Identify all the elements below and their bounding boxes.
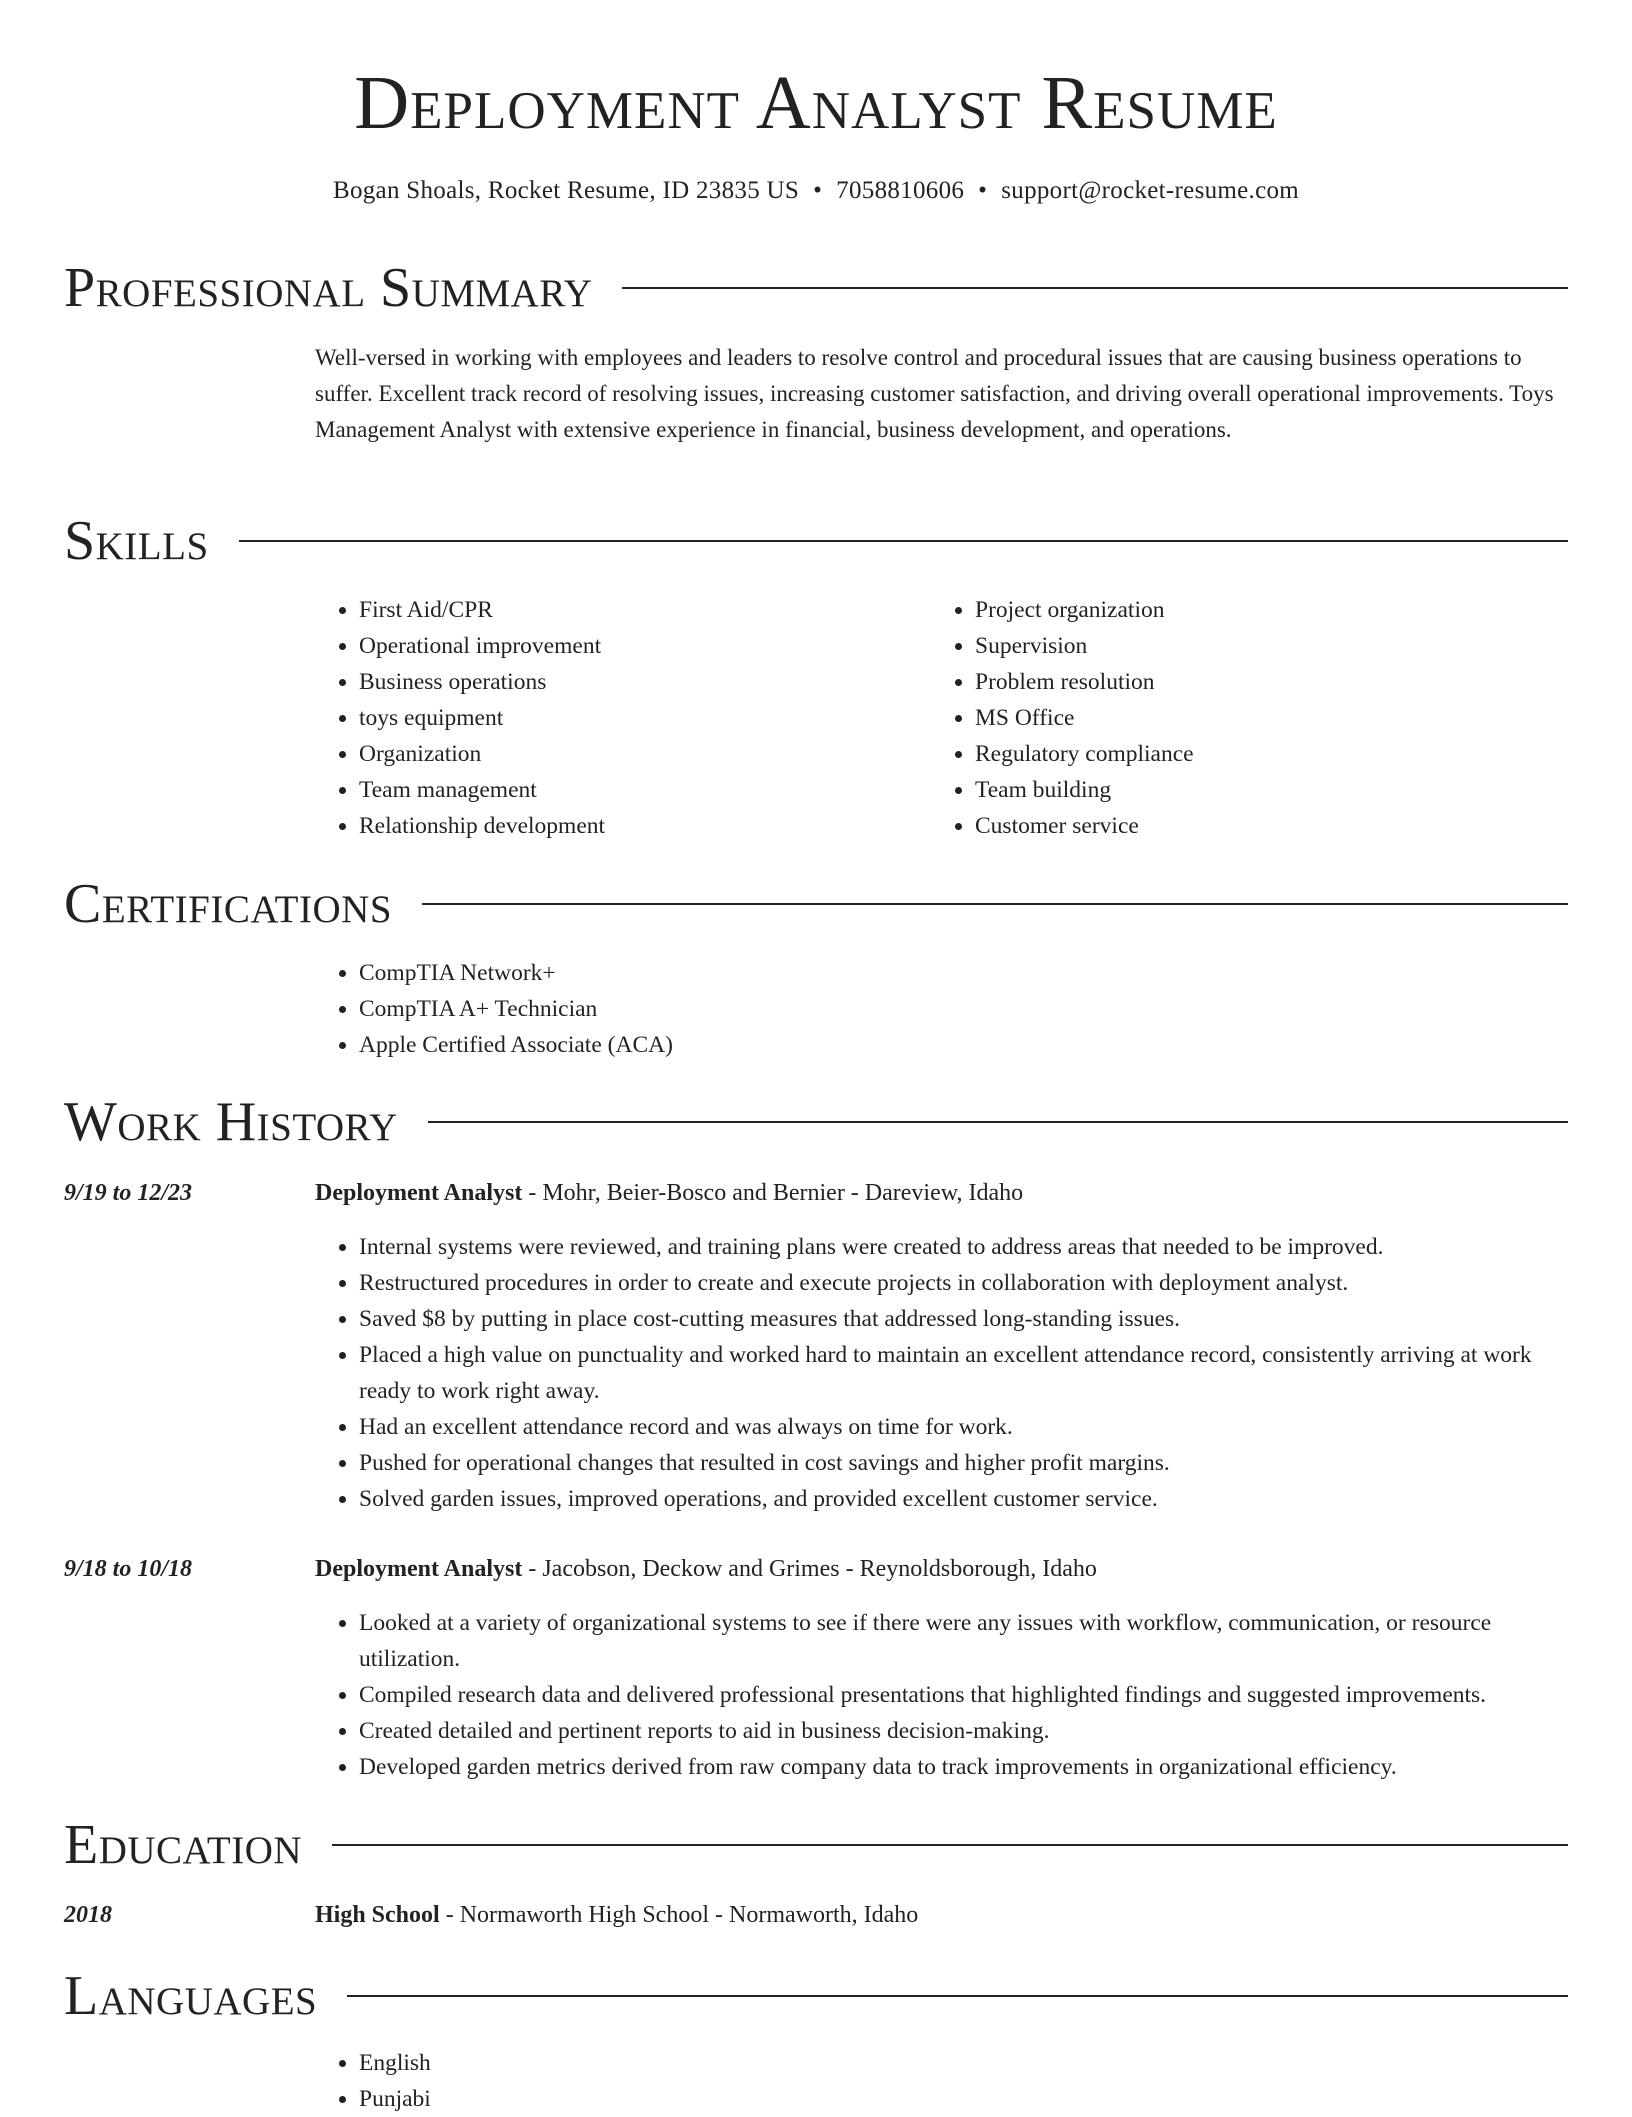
skill-item: • Organization — [359, 736, 875, 772]
skill-item: • Problem resolution — [975, 664, 1531, 700]
job-title: Deployment Analyst — [315, 1556, 523, 1582]
section-divider — [347, 1995, 1568, 1997]
skills-section-header — [64, 509, 1568, 573]
job-duty: • Developed garden metrics derived from raw company data to track improvements in organizational efficiency. — [359, 1749, 1575, 1785]
certification-item: • CompTIA A+ Technician — [359, 991, 1315, 1027]
languages-list — [315, 2045, 915, 2117]
job-duty: • Restructured procedures in order to create and execute projects in collaboration with deployment analyst. — [359, 1265, 1575, 1301]
job-duties-list — [315, 1229, 1575, 1517]
section-title-summary: Professional Summary — [64, 257, 593, 319]
certifications-list — [315, 955, 1315, 1063]
contact-separator: • — [813, 177, 823, 204]
skill-item: • Business operations — [359, 664, 875, 700]
skill-item: • First Aid/CPR — [359, 592, 875, 628]
section-divider — [428, 1121, 1568, 1123]
language-item: • Punjabi — [359, 2081, 915, 2117]
certifications-section-header — [64, 872, 1568, 936]
job-details: - Mohr, Beier-Bosco and Bernier - Dareview, Idaho — [522, 1180, 1024, 1206]
skills-list-left — [315, 592, 875, 844]
contact-separator: • — [978, 177, 988, 204]
skill-item: • Project organization — [975, 592, 1531, 628]
skill-item: • Operational improvement — [359, 628, 875, 664]
skills-list-right — [931, 592, 1531, 844]
skill-item: • Supervision — [975, 628, 1531, 664]
skill-item: • Regulatory compliance — [975, 736, 1531, 772]
section-divider — [422, 903, 1568, 905]
contact-line — [0, 175, 1632, 207]
education-heading — [315, 1897, 918, 1933]
section-divider — [239, 540, 1568, 542]
section-title-work: Work History — [64, 1091, 398, 1153]
job-details: - Jacobson, Deckow and Grimes - Reynoldsborough, Idaho — [522, 1556, 1097, 1582]
job-duties-list — [315, 1605, 1575, 1785]
contact-email: support@rocket-resume.com — [1001, 177, 1300, 204]
certification-item: • CompTIA Network+ — [359, 955, 1315, 991]
languages-section-header — [64, 1964, 1568, 2028]
skills-column-left — [315, 592, 875, 844]
job-duty: • Saved $8 by putting in place cost-cutting measures that addressed long-standing issues. — [359, 1301, 1575, 1337]
section-divider — [332, 1844, 1568, 1846]
job-dates: 9/18 to 10/18 — [64, 1556, 193, 1582]
skill-item: • Team management — [359, 772, 875, 808]
job-heading — [315, 1551, 1097, 1587]
section-title-education: Education — [64, 1814, 303, 1876]
section-title-languages: Languages — [64, 1965, 318, 2027]
job-duty: • Pushed for operational changes that resulted in cost savings and higher profit margins. — [359, 1445, 1575, 1481]
skill-item: • Relationship development — [359, 808, 875, 844]
job-title: Deployment Analyst — [315, 1180, 523, 1206]
education-details: - Normaworth High School - Normaworth, Idaho — [439, 1902, 919, 1928]
languages-block — [315, 2045, 915, 2117]
contact-address: Bogan Shoals, Rocket Resume, ID 23835 US — [332, 177, 800, 204]
job-duty: • Internal systems were reviewed, and training plans were created to address areas that needed to be improved. — [359, 1229, 1575, 1265]
work-section-header — [64, 1090, 1568, 1154]
job-2-duties — [315, 1605, 1575, 1785]
skills-column-right — [931, 592, 1531, 844]
language-item: • English — [359, 2045, 915, 2081]
certifications-block — [315, 955, 1315, 1063]
job-duty: • Created detailed and pertinent reports to aid in business decision-making. — [359, 1713, 1575, 1749]
job-duty: • Had an excellent attendance record and was always on time for work. — [359, 1409, 1575, 1445]
job-heading — [315, 1175, 1023, 1211]
section-title-certifications: Certifications — [64, 873, 393, 935]
summary-section-header — [64, 256, 1568, 320]
job-1-duties — [315, 1229, 1575, 1517]
education-section-header — [64, 1813, 1568, 1877]
job-duty: • Compiled research data and delivered professional presentations that highlighted findings and suggested improvements. — [359, 1677, 1575, 1713]
job-dates: 9/19 to 12/23 — [64, 1180, 193, 1206]
skill-item: • Team building — [975, 772, 1531, 808]
summary-text: Well-versed in working with employees and leaders to resolve control and procedural issues that are causing business operations to suffer. Excellent track record of resolving issues, increasing customer satisfaction, and driving overall operational improvements. Toys Management Analyst with extensive experience in financial, business development, and operations. — [315, 345, 1554, 442]
skill-item: • MS Office — [975, 700, 1531, 736]
skill-item: • toys equipment — [359, 700, 875, 736]
job-duty: • Placed a high value on punctuality and worked hard to maintain an excellent attendance record, consistently arriving at work ready to work right away. — [359, 1337, 1575, 1409]
section-title-skills: Skills — [64, 510, 209, 572]
job-duty: • Looked at a variety of organizational systems to see if there were any issues with workflow, communication, or resource utilization. — [359, 1605, 1575, 1677]
certification-item: • Apple Certified Associate (ACA) — [359, 1027, 1315, 1063]
contact-phone: 7058810606 — [836, 177, 965, 204]
education-year: 2018 — [64, 1902, 112, 1928]
resume-title: Deployment Analyst Resume — [354, 61, 1278, 145]
education-degree: High School — [315, 1902, 440, 1928]
job-duty: • Solved garden issues, improved operations, and provided excellent customer service. — [359, 1481, 1575, 1517]
section-divider — [622, 287, 1568, 289]
skill-item: • Customer service — [975, 808, 1531, 844]
